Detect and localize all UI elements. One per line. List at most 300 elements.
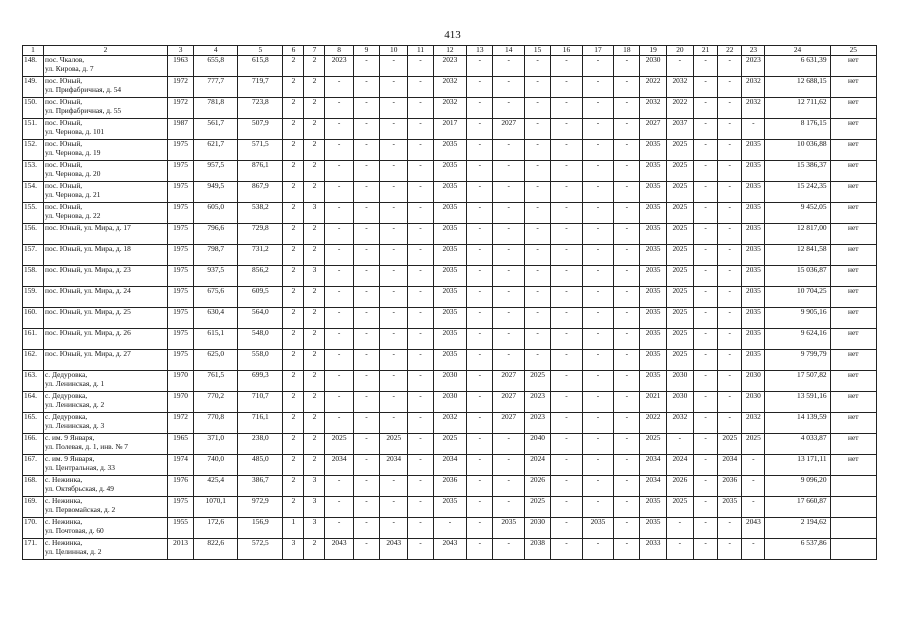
status-cell: нет [830,350,876,371]
table-cell: 2035 [433,161,467,182]
table-cell: 2 [283,98,304,119]
table-cell: - [582,497,614,518]
table-cell: 1975 [167,161,193,182]
row-number: 156. [23,224,44,245]
table-cell: - [742,476,765,497]
table-row [23,203,877,224]
table-cell: 2030 [666,371,693,392]
address-cell [44,203,168,224]
column-header: 17 [582,46,614,56]
table-cell: 675,6 [194,287,238,308]
address-cell [44,413,168,434]
row-number: 157. [23,245,44,266]
table-cell: 1972 [167,98,193,119]
address-line: ул. Целинная, д. 2 [45,546,102,556]
table-cell: - [408,140,433,161]
status-cell: нет [830,266,876,287]
table-cell: - [524,329,550,350]
column-header: 15 [524,46,550,56]
table-cell: - [325,182,353,203]
table-cell: - [353,56,379,77]
address-line: пос. Юный, ул. Мира, д. 24 [45,286,131,295]
table-cell: - [614,140,640,161]
table-cell: 2035 [493,518,525,539]
cost-cell: 10 036,88 [765,140,830,161]
address-line: ул. Ленинская, д. 3 [45,420,105,430]
table-cell: 2035 [582,518,614,539]
table-cell: - [467,119,493,140]
table-cell: - [582,266,614,287]
address-line: ул. Центральная, д. 33 [45,462,115,472]
table-cell: - [742,539,765,560]
table-cell: - [582,182,614,203]
cost-cell: 6 631,39 [765,56,830,77]
cost-cell: 13 591,16 [765,392,830,413]
address-cell [44,77,168,98]
table-cell: - [614,413,640,434]
table-cell: 2023 [524,392,550,413]
column-header: 20 [666,46,693,56]
table-cell: - [614,350,640,371]
row-number: 168. [23,476,44,497]
column-header: 22 [718,46,742,56]
table-cell: - [718,245,742,266]
table-cell: 2 [283,77,304,98]
table-cell: 2 [304,350,325,371]
table-cell: 1975 [167,245,193,266]
table-cell: 876,1 [238,161,283,182]
cost-cell: 14 139,59 [765,413,830,434]
table-cell: - [380,392,408,413]
table-cell: - [614,119,640,140]
cost-cell: 15 386,37 [765,161,830,182]
table-cell: 2035 [640,497,666,518]
column-header: 7 [304,46,325,56]
table-cell: 2035 [433,182,467,203]
address-line: с. Нежинка, [45,475,83,484]
table-cell: - [524,308,550,329]
table-cell: - [408,434,433,455]
table-cell: - [582,308,614,329]
table-cell: - [614,329,640,350]
table-cell: 2 [283,329,304,350]
table-cell: 2 [304,539,325,560]
status-cell: нет [830,203,876,224]
row-number: 153. [23,161,44,182]
address-line: пос. Юный, ул. Мира, д. 25 [45,307,131,316]
table-cell: 2 [283,308,304,329]
table-cell: 699,3 [238,371,283,392]
table-cell: - [380,287,408,308]
address-line: ул. Кирова, д. 7 [45,63,94,73]
address-line: ул. Чернова, д. 101 [45,126,105,136]
status-cell: нет [830,182,876,203]
table-cell: - [467,245,493,266]
table-cell: - [380,56,408,77]
table-cell: - [325,497,353,518]
table-cell: - [582,203,614,224]
table-cell: - [694,434,718,455]
table-cell: 2025 [666,287,693,308]
table-cell: 386,7 [238,476,283,497]
table-cell: 2043 [325,539,353,560]
table-cell: 2 [304,182,325,203]
table-cell: - [467,98,493,119]
table-cell: 2035 [433,287,467,308]
table-cell: - [493,140,525,161]
table-cell: - [467,182,493,203]
table-cell: 2 [304,119,325,140]
table-cell: - [551,350,583,371]
table-cell: - [380,497,408,518]
table-cell: 2 [304,287,325,308]
address-cell [44,539,168,560]
table-cell: - [493,497,525,518]
table-cell: 2035 [433,329,467,350]
table-cell: 625,0 [194,350,238,371]
table-cell: - [353,266,379,287]
table-cell: 2038 [524,539,550,560]
column-header: 21 [694,46,718,56]
table-cell: - [666,56,693,77]
table-cell: - [694,140,718,161]
table-cell: 2025 [666,308,693,329]
table-cell: - [551,140,583,161]
table-cell: 729,8 [238,224,283,245]
table-cell: 2 [304,98,325,119]
table-cell: - [614,434,640,455]
table-cell: 796,6 [194,224,238,245]
status-cell [830,518,876,539]
table-cell: 2035 [433,140,467,161]
table-cell: 2 [283,371,304,392]
table-cell: 2025 [433,434,467,455]
table-cell: - [493,308,525,329]
row-number: 150. [23,98,44,119]
table-row [23,266,877,287]
table-cell: - [582,539,614,560]
table-cell: - [408,371,433,392]
cost-cell: 12 711,62 [765,98,830,119]
table-cell: - [551,98,583,119]
table-cell: 1 [283,518,304,539]
table-cell: - [582,119,614,140]
table-cell: 2035 [433,203,467,224]
table-cell: - [551,476,583,497]
table-cell: - [353,98,379,119]
table-cell: - [582,413,614,434]
address-line: пос. Юный, [45,160,83,169]
table-row [23,308,877,329]
table-cell: 2034 [718,455,742,476]
table-cell: - [325,329,353,350]
table-cell: 2025 [666,224,693,245]
table-row [23,245,877,266]
address-line: пос. Юный, [45,97,83,106]
table-cell: - [493,539,525,560]
table-cell: - [493,350,525,371]
status-cell: нет [830,119,876,140]
table-cell: 1975 [167,497,193,518]
cost-cell: 9 905,16 [765,308,830,329]
page-number: 413 [444,29,461,41]
table-cell: - [551,119,583,140]
table-cell: - [467,497,493,518]
table-cell: - [718,119,742,140]
table-cell: - [614,182,640,203]
row-number: 161. [23,329,44,350]
table-cell: - [353,476,379,497]
table-cell: 572,5 [238,539,283,560]
table-cell: 1970 [167,392,193,413]
table-cell: - [694,497,718,518]
table-cell: - [408,455,433,476]
table-cell: - [718,413,742,434]
address-line: ул. Ленинская, д. 1 [45,378,105,388]
table-cell: 548,0 [238,329,283,350]
table-cell: 2036 [718,476,742,497]
table-cell: 2025 [742,434,765,455]
table-cell: 2025 [325,434,353,455]
table-cell: 3 [304,203,325,224]
table-cell: - [325,476,353,497]
table-cell: - [614,539,640,560]
cost-cell: 12 817,00 [765,224,830,245]
table-cell: - [408,245,433,266]
table-cell: - [694,476,718,497]
table-cell: - [718,539,742,560]
row-number: 160. [23,308,44,329]
table-cell: - [353,140,379,161]
table-cell: 630,4 [194,308,238,329]
cost-cell: 9 096,20 [765,476,830,497]
table-cell: - [694,350,718,371]
table-cell: 2035 [433,497,467,518]
table-cell: 972,9 [238,497,283,518]
table-cell: - [524,287,550,308]
table-cell: 2030 [666,392,693,413]
table-cell: 2035 [742,245,765,266]
table-cell: - [467,287,493,308]
address-line: с. Нежинка, [45,496,83,505]
address-line: ул. Почтовая, д. 60 [45,525,104,535]
table-cell: 2035 [640,518,666,539]
table-cell: - [493,161,525,182]
cost-cell: 9 452,05 [765,203,830,224]
table-cell: - [614,518,640,539]
table-row [23,476,877,497]
table-cell: 867,9 [238,182,283,203]
table-cell: 621,7 [194,140,238,161]
cost-cell: 9 624,16 [765,329,830,350]
address-line: с. Дедуровка, [45,412,88,421]
table-row [23,329,877,350]
table-cell: - [582,98,614,119]
table-cell: - [325,413,353,434]
table-cell: - [380,350,408,371]
table-cell: - [467,392,493,413]
table-cell: 2035 [640,266,666,287]
table-cell: - [353,119,379,140]
table-cell: 2035 [640,308,666,329]
table-cell: 856,2 [238,266,283,287]
table-cell: 2037 [666,119,693,140]
table-cell: 2 [283,266,304,287]
table-cell: 2034 [640,476,666,497]
table-cell: 3 [304,497,325,518]
table-cell: - [582,392,614,413]
table-cell: 777,7 [194,77,238,98]
table-cell: 2023 [742,56,765,77]
table-cell: - [493,476,525,497]
address-line: пос. Юный, ул. Мира, д. 23 [45,265,131,274]
address-cell [44,308,168,329]
cost-cell: 8 176,15 [765,119,830,140]
table-cell: 2023 [524,413,550,434]
table-cell: - [582,455,614,476]
table-cell: 2033 [640,539,666,560]
table-cell: 2025 [640,434,666,455]
status-cell: нет [830,392,876,413]
table-cell: - [551,224,583,245]
table-cell: 2 [304,77,325,98]
table-cell: - [493,98,525,119]
address-cell [44,329,168,350]
table-cell: - [524,182,550,203]
table-cell: 3 [283,539,304,560]
address-cell [44,350,168,371]
table-cell: - [408,224,433,245]
table-row [23,140,877,161]
table-cell: - [614,455,640,476]
row-number: 151. [23,119,44,140]
table-cell: - [718,287,742,308]
table-cell: - [353,350,379,371]
table-cell: - [718,350,742,371]
table-cell: 2030 [742,371,765,392]
table-cell: - [467,161,493,182]
table-cell: - [325,98,353,119]
column-header: 14 [493,46,525,56]
table-cell: 2035 [718,497,742,518]
table-cell: 2034 [325,455,353,476]
address-line: ул. Чернова, д. 22 [45,210,101,220]
table-cell: - [408,98,433,119]
table-cell: 2035 [640,224,666,245]
table-cell: - [694,56,718,77]
column-header: 9 [353,46,379,56]
table-cell: - [694,539,718,560]
table-cell: - [353,161,379,182]
status-cell: нет [830,224,876,245]
column-header: 11 [408,46,433,56]
table-cell: - [551,266,583,287]
table-cell: 571,5 [238,140,283,161]
table-cell: 2 [304,308,325,329]
table-cell: 2022 [640,77,666,98]
table-cell: - [493,56,525,77]
table-cell: - [524,140,550,161]
table-cell: 2032 [433,413,467,434]
table-cell: - [353,434,379,455]
table-row [23,518,877,539]
table-cell: - [325,119,353,140]
table-cell: - [742,455,765,476]
table-cell: 2035 [742,329,765,350]
table-cell: 2013 [167,539,193,560]
table-cell: - [408,161,433,182]
table-cell: - [524,224,550,245]
address-line: с. им. 9 Января, [45,433,95,442]
table-cell: 2 [283,224,304,245]
table-cell: - [408,497,433,518]
table-cell: 731,2 [238,245,283,266]
table-cell: - [467,77,493,98]
table-cell: 2 [283,287,304,308]
table-cell: 2030 [524,518,550,539]
table-cell: - [582,140,614,161]
table-cell: 3 [304,476,325,497]
address-cell [44,497,168,518]
table-cell: 2025 [666,245,693,266]
table-cell: - [614,245,640,266]
table-cell: 2035 [433,350,467,371]
status-cell [830,497,876,518]
table-cell: - [551,161,583,182]
table-cell: - [408,392,433,413]
header-row [23,46,877,56]
row-number: 158. [23,266,44,287]
table-cell: 1974 [167,455,193,476]
table-cell: - [582,224,614,245]
table-cell: - [380,413,408,434]
table-cell: 2032 [742,413,765,434]
address-line: ул. Ленинская, д. 2 [45,399,105,409]
table-cell: - [325,161,353,182]
table-row [23,371,877,392]
table-row [23,539,877,560]
column-header: 6 [283,46,304,56]
address-cell [44,455,168,476]
table-cell: 2032 [742,98,765,119]
table-cell: 2043 [742,518,765,539]
status-cell: нет [830,287,876,308]
table-cell: - [467,350,493,371]
table-cell: - [467,434,493,455]
table-cell: - [694,77,718,98]
table-cell: 2035 [640,329,666,350]
table-cell: 781,8 [194,98,238,119]
address-line: ул. Чернова, д. 20 [45,168,101,178]
table-cell: 1987 [167,119,193,140]
column-header: 23 [742,46,765,56]
table-cell: 2025 [666,497,693,518]
table-cell: - [467,266,493,287]
cost-cell: 10 704,25 [765,287,830,308]
table-cell: - [582,350,614,371]
table-cell: - [353,329,379,350]
address-cell [44,287,168,308]
table-row [23,56,877,77]
table-cell: 2 [283,434,304,455]
table-cell: - [467,539,493,560]
table-cell: 2034 [433,455,467,476]
table-cell: 1976 [167,476,193,497]
table-cell: 2032 [666,77,693,98]
cost-cell: 17 660,87 [765,497,830,518]
cost-cell: 12 841,58 [765,245,830,266]
table-cell: - [551,539,583,560]
